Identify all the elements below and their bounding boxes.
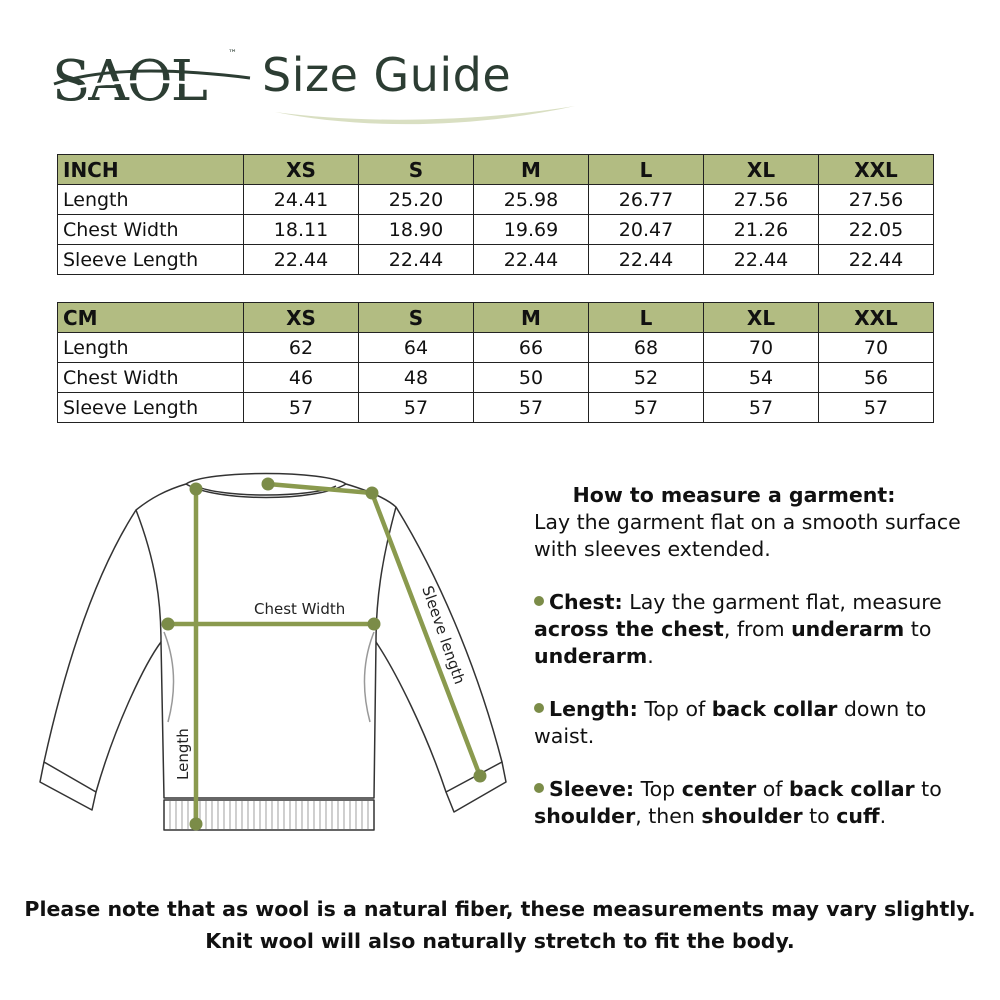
inch-size-table	[57, 154, 934, 275]
instruction-emphasis: center	[681, 777, 757, 801]
instruction-text: to	[914, 777, 942, 801]
size-header: L	[589, 155, 704, 185]
table-row	[58, 393, 934, 423]
instruction-text: .	[647, 644, 654, 668]
instruction-emphasis: back collar	[788, 777, 915, 801]
instruction-text: Top of	[637, 697, 712, 721]
row-label: Sleeve Length	[58, 245, 244, 275]
size-header: XL	[704, 155, 819, 185]
table-cell: 66	[474, 333, 589, 363]
page-title: Size Guide	[262, 48, 512, 102]
instruction-emphasis: cuff	[836, 804, 880, 828]
trademark-mark: ™	[228, 49, 237, 59]
unit-label: CM	[58, 303, 244, 333]
instruction-text: to	[904, 617, 932, 641]
measuring-instructions	[534, 482, 974, 856]
table-cell: 52	[589, 363, 704, 393]
table-cell: 57	[704, 393, 819, 423]
saol-logo	[50, 38, 260, 128]
table-cell: 19.69	[474, 215, 589, 245]
table-cell: 57	[244, 393, 359, 423]
footnote-line: Knit wool will also naturally stretch to fit the body.	[205, 929, 795, 953]
footnote-line: Please note that as wool is a natural fiber, these measurements may vary slightly.	[24, 897, 976, 921]
garment-diagram	[36, 462, 516, 842]
table-cell: 27.56	[819, 185, 934, 215]
size-header: XS	[244, 155, 359, 185]
table-cell: 57	[589, 393, 704, 423]
instruction-emphasis: shoulder	[534, 804, 636, 828]
row-label: Length	[58, 333, 244, 363]
table-cell: 18.90	[359, 215, 474, 245]
instruction-text: of	[756, 777, 789, 801]
size-header: M	[474, 303, 589, 333]
instructions-title: How to measure a garment:	[572, 483, 896, 507]
table-cell: 50	[474, 363, 589, 393]
bullet-icon	[534, 783, 544, 793]
instruction-text: down to waist.	[534, 697, 927, 748]
table-cell: 56	[819, 363, 934, 393]
table-cell: 22.44	[704, 245, 819, 275]
size-header: S	[359, 303, 474, 333]
table-cell: 25.98	[474, 185, 589, 215]
chest-width-label: Chest Width	[254, 600, 346, 618]
instruction-text: .	[879, 804, 887, 828]
table-cell: 22.05	[819, 215, 934, 245]
instruction-term: Chest:	[549, 590, 623, 614]
instruction-text: to	[802, 804, 837, 828]
instruction-emphasis: shoulder	[701, 804, 803, 828]
table-cell: 70	[704, 333, 819, 363]
sleeve-length-label: Sleeve length	[418, 583, 469, 687]
table-row	[58, 215, 934, 245]
instruction-emphasis: across the chest	[534, 617, 724, 641]
row-label: Sleeve Length	[58, 393, 244, 423]
table-cell: 26.77	[589, 185, 704, 215]
chest-instruction	[534, 589, 974, 670]
size-header: XXL	[819, 303, 934, 333]
size-header: XS	[244, 303, 359, 333]
table-cell: 54	[704, 363, 819, 393]
table-cell: 64	[359, 333, 474, 363]
table-cell: 68	[589, 333, 704, 363]
table-header-row	[58, 155, 934, 185]
table-cell: 57	[819, 393, 934, 423]
table-cell: 25.20	[359, 185, 474, 215]
table-row	[58, 333, 934, 363]
instruction-text: , from	[723, 617, 792, 641]
table-cell: 18.11	[244, 215, 359, 245]
table-cell: 57	[359, 393, 474, 423]
row-label: Length	[58, 185, 244, 215]
table-cell: 22.44	[589, 245, 704, 275]
table-row	[58, 185, 934, 215]
bullet-icon	[534, 596, 544, 606]
table-cell: 22.44	[474, 245, 589, 275]
table-cell: 46	[244, 363, 359, 393]
page-header	[50, 38, 570, 128]
logo-text: SAOL	[52, 49, 206, 114]
instruction-text: Top	[634, 777, 682, 801]
size-header: XXL	[819, 155, 934, 185]
table-cell: 24.41	[244, 185, 359, 215]
table-cell: 48	[359, 363, 474, 393]
table-header-row	[58, 303, 934, 333]
size-header: S	[359, 155, 474, 185]
unit-label: INCH	[58, 155, 244, 185]
cm-size-table	[57, 302, 934, 423]
size-header: L	[589, 303, 704, 333]
footnote	[0, 893, 1000, 957]
table-cell: 22.44	[244, 245, 359, 275]
row-label: Chest Width	[58, 363, 244, 393]
row-label: Chest Width	[58, 215, 244, 245]
instruction-emphasis: underarm	[791, 617, 905, 641]
table-cell: 22.44	[819, 245, 934, 275]
length-label: Length	[174, 728, 192, 780]
table-row	[58, 363, 934, 393]
table-cell: 27.56	[704, 185, 819, 215]
title-swoosh	[275, 100, 575, 130]
table-cell: 20.47	[589, 215, 704, 245]
table-cell: 57	[474, 393, 589, 423]
instruction-emphasis: back collar	[711, 697, 838, 721]
table-cell: 70	[819, 333, 934, 363]
instruction-text: Lay the garment flat, measure	[622, 590, 942, 614]
instructions-intro: Lay the garment flat on a smooth surface with sleeves extended.	[534, 510, 961, 561]
bullet-icon	[534, 703, 544, 713]
instruction-term: Sleeve:	[549, 777, 635, 801]
size-header: XL	[704, 303, 819, 333]
sleeve-instruction	[534, 776, 974, 830]
table-row	[58, 245, 934, 275]
table-cell: 21.26	[704, 215, 819, 245]
table-cell: 22.44	[359, 245, 474, 275]
size-header: M	[474, 155, 589, 185]
instruction-text: , then	[635, 804, 702, 828]
table-cell: 62	[244, 333, 359, 363]
length-instruction	[534, 696, 974, 750]
instruction-emphasis: underarm	[534, 644, 648, 668]
instruction-term: Length:	[549, 697, 638, 721]
